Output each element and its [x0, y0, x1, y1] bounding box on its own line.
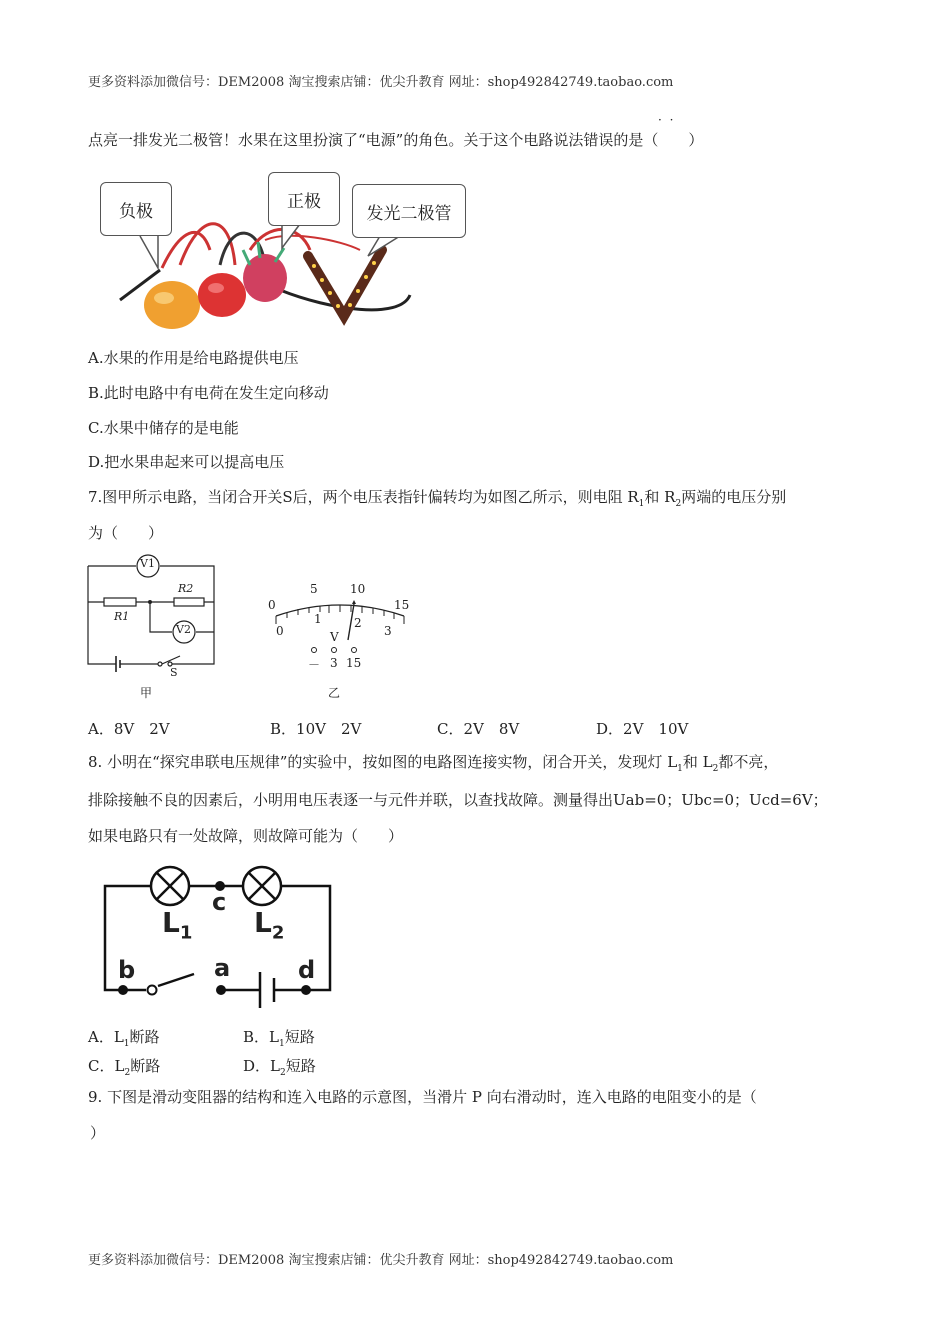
fig-b-caption: 乙 — [328, 686, 341, 700]
fruit-battery-figure — [100, 170, 470, 330]
bottom-tick-2: 2 — [354, 616, 362, 630]
q6-stem: 点亮一排发光二极管！水果在这里扮演了“电源”的角色。关于这个电路说法错误的是（ ） — [88, 131, 704, 149]
q8-stem-line3: 如果电路只有一处故障，则故障可能为（ ） — [88, 827, 404, 845]
top-tick-10: 10 — [350, 582, 366, 596]
fig-a-caption: 甲 — [140, 686, 153, 700]
r2-label: R2 — [178, 582, 194, 595]
bottom-tick-1: 1 — [314, 612, 322, 626]
q7-option-b: B．10V 2V — [270, 720, 362, 738]
q8-stem-line1: 8. 小明在“探究串联电压规律”的实验中，按如图的电路图连接实物，闭合开关，发现灯 $L_1$和 $L_2$都不亮， — [88, 753, 779, 774]
q7-stem-line1: 7.图甲所示电路，当闭合开关S后，两个电压表指针偏转均为如图乙所示，则电阻 $R_1$和 $R_2$两端的电压分别 — [88, 488, 787, 509]
q7-stem-line2: 为（ ） — [88, 524, 164, 542]
q8-circuit-figure — [98, 864, 338, 1012]
bottom-tick-0: 0 — [276, 624, 284, 638]
q7-option-a: A．8V 2V — [88, 720, 170, 738]
q6-option-c: C.水果中储存的是电能 — [88, 419, 239, 437]
q8-option-b: B．$L_1$短路 — [243, 1028, 315, 1049]
switch-label: S — [170, 666, 178, 679]
q7-circuit-figure — [84, 552, 224, 702]
l2-label: $L_2$ — [254, 906, 285, 944]
q9-stem-line1: 9. 下图是滑动变阻器的结构和连入电路的示意图，当滑片 P 向右滑动时，连入电路的电阻变小的是（ — [88, 1088, 757, 1106]
top-tick-0: 0 — [268, 598, 276, 612]
r1-label: R1 — [114, 610, 130, 623]
unit-label: V — [330, 630, 339, 644]
q8-option-a: A．$L_1$断路 — [88, 1028, 160, 1049]
q6-option-d: D.把水果串起来可以提高电压 — [88, 453, 285, 471]
positive-label-bubble: 正极 — [268, 172, 340, 226]
l1-label: $L_1$ — [162, 906, 193, 944]
q8-option-d: D．$L_2$短路 — [243, 1057, 316, 1078]
q8-option-c: C．$L_2$断路 — [88, 1057, 161, 1078]
led-label-bubble: 发光二极管 — [352, 184, 466, 238]
negative-label-bubble: 负极 — [100, 182, 172, 236]
q7-option-d: D．2V 10V — [596, 720, 689, 738]
terminal-3: 3 — [330, 656, 338, 670]
q8-stem-line2: 排除接触不良的因素后，小明用电压表逐一与元件并联，以查找故障。测量得出Uab=0；Ubc=0；Ucd=6V； — [88, 791, 828, 809]
q9-stem-line2: ） — [90, 1124, 106, 1142]
emphasis-dots: · · — [658, 113, 676, 127]
v1-meter-label: V1 — [140, 557, 155, 570]
q6-option-b: B.此时电路中有电荷在发生定向移动 — [88, 384, 329, 402]
terminal-neg: － — [308, 658, 321, 672]
voltmeter-figure — [262, 580, 422, 702]
terminal-15: 15 — [346, 656, 362, 670]
page-footer: 更多资料添加微信号：DEM2008 淘宝搜索店铺：优尖升教育 网址：shop492842749.taobao.com — [88, 1253, 674, 1268]
node-c-label: c — [212, 888, 227, 916]
v2-meter-label: V2 — [176, 623, 191, 636]
node-d-label: d — [298, 956, 316, 984]
node-a-label: a — [214, 954, 231, 982]
top-tick-15: 15 — [394, 598, 410, 612]
page-header: 更多资料添加微信号：DEM2008 淘宝搜索店铺：优尖升教育 网址：shop492842749.taobao.com — [88, 75, 674, 90]
node-b-label: b — [118, 956, 136, 984]
q6-option-a: A.水果的作用是给电路提供电压 — [88, 349, 299, 367]
bottom-tick-3: 3 — [384, 624, 392, 638]
top-tick-5: 5 — [310, 582, 318, 596]
q7-option-c: C．2V 8V — [437, 720, 520, 738]
